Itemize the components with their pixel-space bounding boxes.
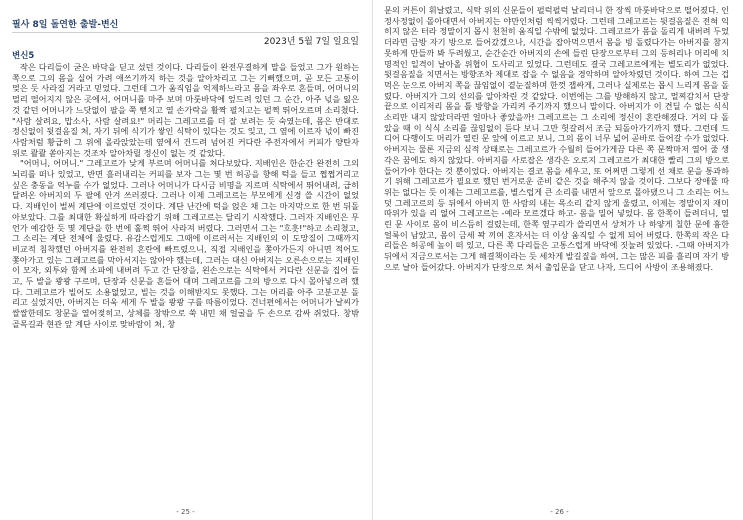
- paragraph: 문의 커튼이 휘날렸고, 식탁 위의 신문들이 펄럭펄럭 날리더니 한 장씩 마룻바닥으로 떨어졌다. 인정사정없이 몰아대면서 아버지는 야만인처럼 씩씩거렸다. 그런데 그레고르는 뒷걸음질은 전혀 익히지 않은 터라 정말이지 몹시 천천히 움직일 수밖에 없었다. 그레고르가 몸을 돌리게 내버려 두었더라면 금방 자기 방으로 들어갔겠으나, 시간을 잡아먹으면서 몸을 빙 돌렸다가는 아버지를 참지 못하게 만들까 봐 두려웠고, 순간순간 아버지의 손에 들린 단장으로부터 그의 등허리나 머리에 치명적인 일격이 날아올 위협이 도사리고 있었다. 그런데도 결국 그레고르에게는 별도리가 없었다. 뒷걸음질을 치면서는 방향조차 제대로 잡을 수 없음을 경악하며 알아차렸던 것이다. 하여 그는 겁먹은 눈으로 아버지 쪽을 끊임없이 곁눈질하며 한껏 잽싸게, 그러나 실제로는 몹시 느리게 몸을 돌렸다. 아버지가 그의 선의를 알아차린 것 같았다. 이번에는 그를 방해하지 않고, 멀찌감치서 단장 끝으로 이리저리 몸을 틀 방향을 가리켜 주기까지 했으니 말이다. 아버지가 이 견딜 수 없는 식식 소리만 내지 않았더라면 얼마나 좋았을까! 그레고르는 그 소리에 정신이 혼란해졌다. 거의 다 돌았을 때 이 식식 소리를 끊임없이 듣다 보니 그만 헛갈려서 조금 되돌아가기까지 했다. 그런데 드디어 다행이도 머리가 열린 문 앞에 이르고 보니, 그의 몸이 너무 넓어 곧바로 들어갈 수가 없었다. 아버지는 물론 지금의 심적 상태로는 그레고르가 수월히 들어가게끔 다른 쪽 문짝마저 열어 줄 생각은 꿈에도 하지 않았다. 아버지를 사로잡은 생각은 오로지 그레고르가 최대한 빨리 그의 방으로 들어가야 한다는 것 뿐이었다. 아버지는 결코 몸을 세우고, 또 어쩌면 그렇게 선 채로 문을 통과하기 위해 그레고르가 필요로 했던 번거로운 준비 같은 것을 해주지 않을 것이다. 그보다 장애물 따위는 없다는 듯 이제는 그레고르를, 별스럽게 큰 소리를 내면서 앞으로 몰아댔으니 그 소리는 어느덧 그레고르의 등 뒤에서 아버지 한 사람의 내는 목소리 같지 않게 울렸고, 이제는 정말이지 재미 따위가 있을 리 없어 그레고르는 -예라 모르겠다 하고- 몸을 밀어 넣었다. 몸 한쪽이 들려더니, 열린 문 사이로 몸이 비스듬히 걸렸는데, 한쪽 옆구리가 쓸리면서 상처가 나 하얗게 칠한 문에 흉한 얼룩이 남았고, 몸이 금세 꽉 끼여 혼자서는 더 이상 움직일 수 없게 되어 버렸다. 한쪽의 작은 다리들은 허공에 높이 떠 있고, 다른 쪽 다리들은 고통스럽게 바닥에 짓눌려 있었다. -그때 아버지가 뒤에서 지금으로서는 그게 해결책이라는 듯 세차게 발길질을 하여, 그는 많은 피를 흘리며 자기 방으로 날아 들어갔다. 아버지가 단장으로 쳐서 출입문을 닫고 나자, 드디어 사방이 조용해졌다.: [384, 5, 729, 272]
- paragraph: "어머니, 어머니." 그레고르가 낮게 부르며 어머니를 쳐다보았다. 지배인은 한순간 완전히 그의 뇌리를 떠나 있었고, 반면 흘러내리는 커피를 보자 그는 몇 번 허공을 향해 턱을 들고 쩝쩝거리고 싶은 충동을 억누를 수가 없었다. 그러나 어머니가 다시금 비명을 지르며 식탁에서 뛰어내려, 급히 달려온 아버지의 두 팔에 안겨 쓰러졌다. 그러나 이제 그레고르는 부모에게 신경 쓸 시간이 없었다. 지배인이 벌써 계단에 이르렀던 것이다. 계단 난간에 턱을 얹은 채 그는 마지막으로 한 번 뒤돌아보았다. 그를 최대한 확실하게 따라잡기 위해 그레고르는 달리기 시작했다. 그러자 지배인은 무언가 예감한 듯 몇 계단을 한 번에 훌쩍 뛰어 사라져 버렸다. 그러면서 그는 "흐흣!"하고 소리쳤고, 그 소리는 계단 전체에 울렸다. 유감스럽게도 그때에 이르러서는 지배인의 이 도망질이 그때까지 비교적 침착했던 아버지를 완전히 혼란에 빠트렸으니, 직접 지배인을 쫓아가든지 아니면 적어도 쫓아가고 있는 그레고르를 막아서지는 않아야 했는데, 그러는 대신 아버지는 오른손으로는 지배인이 모자, 외투와 함께 소파에 내버려 두고 간 단장을, 왼손으로는 식탁에서 커다란 신문을 집어 들고, 두 발을 쾅쾅 구르며, 단장과 신문을 흔들어 대며 그레고르를 그의 방으로 다시 몰아넣으려 했다. 그레고르가 빌어도 소용없었고, 빌는 것을 이해받지도 못했다. 그는 머리를 아주 고분고분 돌리고 싶었지만, 아버지는 더욱 세게 두 발을 쾅쾅 구를 따름이었다. 건너편에서는 어머니가 날씨가 쌀쌀한데도 창문을 열어젖히고, 상체를 창밖으로 쑥 내민 채 얼굴을 두 손으로 감싸 쥐었다. 창밖 골목길과 현관 앞 계단 사이로 맞바람이 쳐, 창: [12, 158, 359, 329]
- page-divider: [372, 0, 373, 520]
- section-label: 변신5: [12, 51, 35, 61]
- page-number: - 26 -: [550, 508, 569, 516]
- left-page: [0, 0, 371, 520]
- document-date: 2023년 5월 7일 일요일: [263, 37, 359, 47]
- page-number: - 25 -: [176, 508, 195, 516]
- document-title: 필사 8일 돌연한 출발-변신: [12, 19, 359, 33]
- paragraph: 작은 다리들이 굳은 바닥을 딛고 섰던 것이다. 다리들이 완전무결하게 말을 들었고 그가 원하는 쪽으로 그의 몸을 실어 가려 애쓰기까지 하는 것을 알아차리고 그는 기뻐했으며, 곧 모든 고통이 멎은 듯 사라질 거라고 믿었다. 그런데 그가 움직임을 억제하느라고 몸을 좌우로 흔들며, 어머니의 멀리 떨어지지 않은 곳에서, 어머니를 마주 보며 마룻바닥에 엎드려 있던 그 순간, 아주 넋을 잃은 것 같던 어머니가 느닷없이 팔을 쭉 뻗치고 열 손가락을 활짝 펼치고는 펄쩍 뛰어오르며 소리쳤다. "사람 살려요, 맙소사, 사람 살려요!" 머리는 그레고르를 더 잘 보려는 듯 숙였는데, 몸은 반대로 정신없이 뒷걸음질 쳐, 자기 뒤에 식기가 쌓인 식탁이 있다는 것도 잊고, 그 옆에 이르자 넋이 빠진 사람처럼 황급히 그 위에 올라앉았는데 옆에서 건드려 넘어진 커다란 주전자에서 커피가 양탄자 위로 콸콸 쏟아지는 것조차 알아차릴 정신이 없는 것 같았다.: [12, 62, 359, 158]
- right-page: [376, 0, 743, 520]
- right-page-body: [384, 5, 729, 273]
- left-page-body: [12, 62, 359, 330]
